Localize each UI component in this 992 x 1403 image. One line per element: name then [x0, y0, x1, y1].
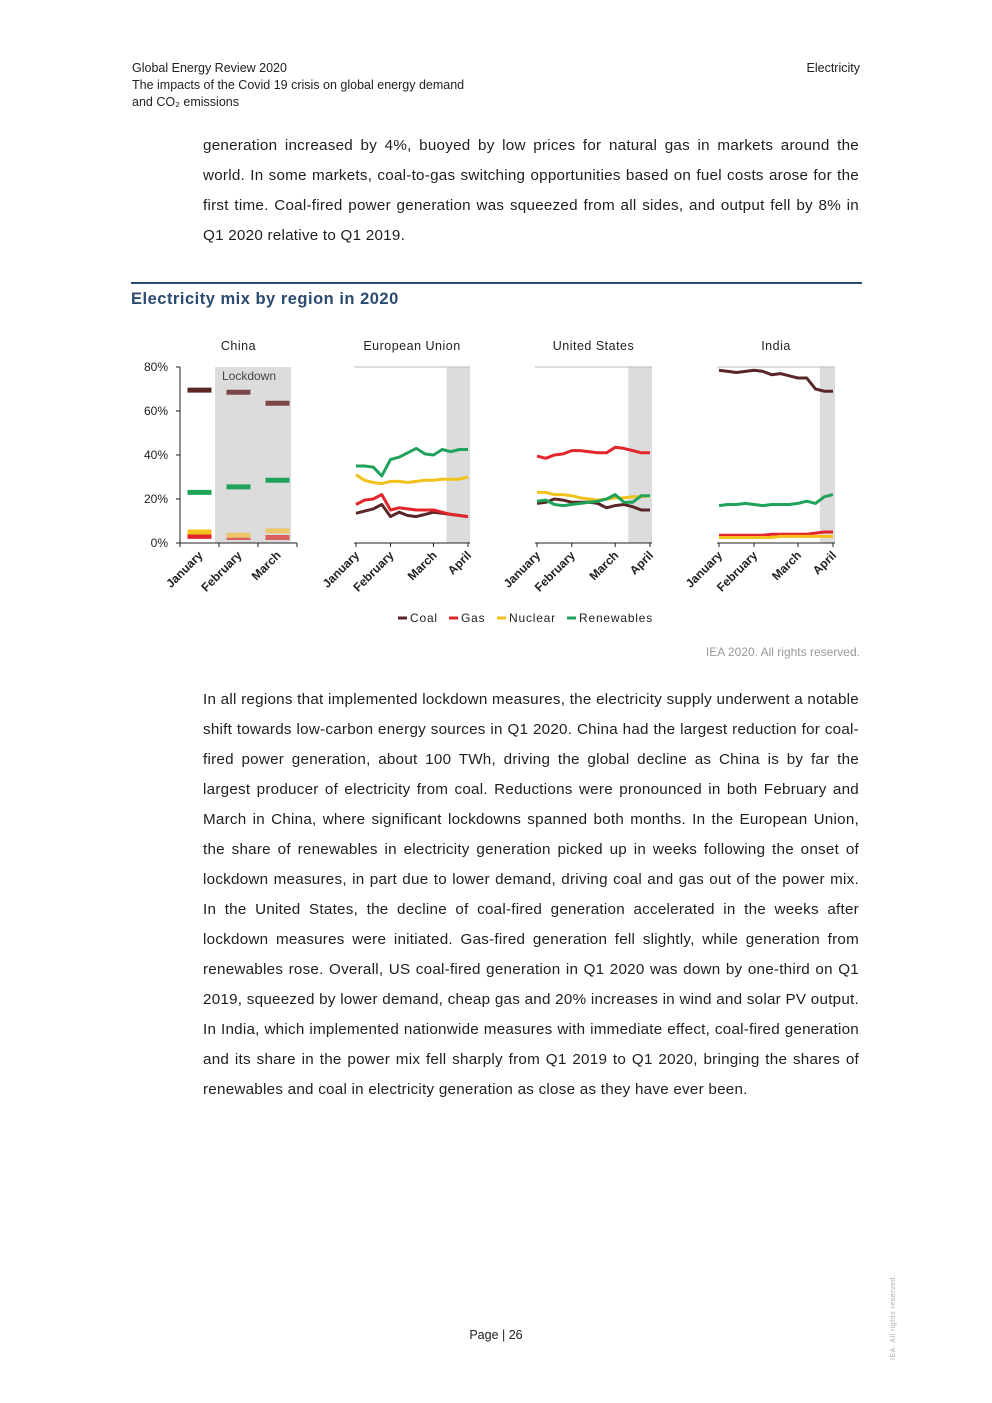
x-tick-label: March: [404, 548, 440, 584]
x-tick-label: January: [163, 548, 206, 591]
y-tick-label: 80%: [143, 360, 168, 374]
panel-title-0: China: [220, 339, 257, 353]
x-tick-label: April: [444, 548, 475, 578]
figure-divider: [131, 282, 862, 284]
side-rights-note: IEA. All rights reserved.: [890, 1274, 897, 1360]
page-number: Page | 26: [469, 1328, 523, 1342]
series-line-coal: [719, 370, 833, 391]
x-tick-label: January: [500, 548, 544, 591]
report-subtitle-line2: and CO₂ emissions: [132, 95, 239, 109]
lockdown-band-2: [628, 367, 652, 543]
y-tick-label: 60%: [143, 404, 168, 418]
x-tick-label: April: [626, 548, 657, 578]
running-header: [132, 60, 552, 111]
series-line-nuclear: [719, 536, 833, 537]
section-name: Electricity: [806, 61, 860, 75]
x-tick-label: February: [531, 548, 578, 595]
panel-title-3: India: [761, 339, 791, 353]
x-tick-label: April: [809, 548, 840, 578]
legend-label-nuclear: Nuclear: [509, 611, 556, 625]
x-tick-label: March: [248, 548, 284, 584]
lockdown-label: Lockdown: [221, 369, 277, 383]
x-tick-label: February: [350, 548, 397, 595]
panel-title-1: European Union: [363, 339, 461, 353]
x-tick-label: February: [713, 548, 761, 595]
x-tick-label: February: [198, 548, 245, 595]
y-tick-label: 40%: [143, 448, 168, 462]
body-paragraph-2: In all regions that implemented lockdown measures, the electricity supply underwent a notable shift towards low-carbon energy sources in Q1 2020. China had the largest reduction for coal-fired power generation, about 100 TWh, driving the global decline as China is by far the largest producer of electricity from coal. Reductions were pronounced in both February and March in China, where significant lockdowns spanned both months. In the European Union, the share of renewables in electricity generation picked up in weeks following the onset of lockdown measures, in part due to lower demand, driving coal and gas out of the power mix. In the United States, the decline of coal-fired generation accelerated in the weeks after lockdown measures were initiated. Gas-fired generation fell slightly, while generation from renewables rose. Overall, US coal-fired generation in Q1 2020 was down by one-third on Q1 2019, squeezed by lower demand, cheap gas and 20% increases in wind and solar PV output. In India, which implemented nationwide measures with immediate effect, coal-fired generation and its share in the power mix fell sharply from Q1 2019 to Q1 2020, bringing the shares of renewables and coal in electricity generation as close as they have ever been.: [203, 691, 859, 1098]
legend-label-gas: Gas: [461, 611, 486, 625]
x-tick-label: January: [682, 548, 726, 591]
report-subtitle-line1: The impacts of the Covid 19 crisis on global energy demand: [132, 78, 465, 92]
body-paragraph-1: generation increased by 4%, buoyed by low prices for natural gas in markets around the world. In some markets, coal-to-gas switching opportunities based on fuel costs arose for the first time. Coal-fired power generation was squeezed from all sides, and output fell by 8% in Q1 2020 relative to Q1 2019.: [203, 137, 859, 244]
y-tick-label: 20%: [143, 492, 168, 506]
x-tick-label: March: [769, 548, 805, 584]
report-title: Global Energy Review 2020: [132, 61, 287, 75]
legend-label-coal: Coal: [410, 611, 438, 625]
x-tick-label: March: [586, 548, 622, 584]
legend-label-renewables: Renewables: [579, 611, 654, 625]
series-line-gas: [719, 532, 833, 535]
lockdown-band-china: [215, 367, 291, 543]
y-tick-label: 0%: [150, 536, 168, 550]
figure-title: Electricity mix by region in 2020: [131, 290, 399, 308]
panel-title-2: United States: [552, 339, 635, 353]
electricity-mix-chart: [0, 320, 992, 638]
figure-credit: IEA 2020. All rights reserved.: [705, 645, 860, 659]
series-line-renewables: [719, 495, 833, 506]
lockdown-band-3: [820, 367, 835, 543]
x-tick-label: January: [319, 548, 363, 591]
